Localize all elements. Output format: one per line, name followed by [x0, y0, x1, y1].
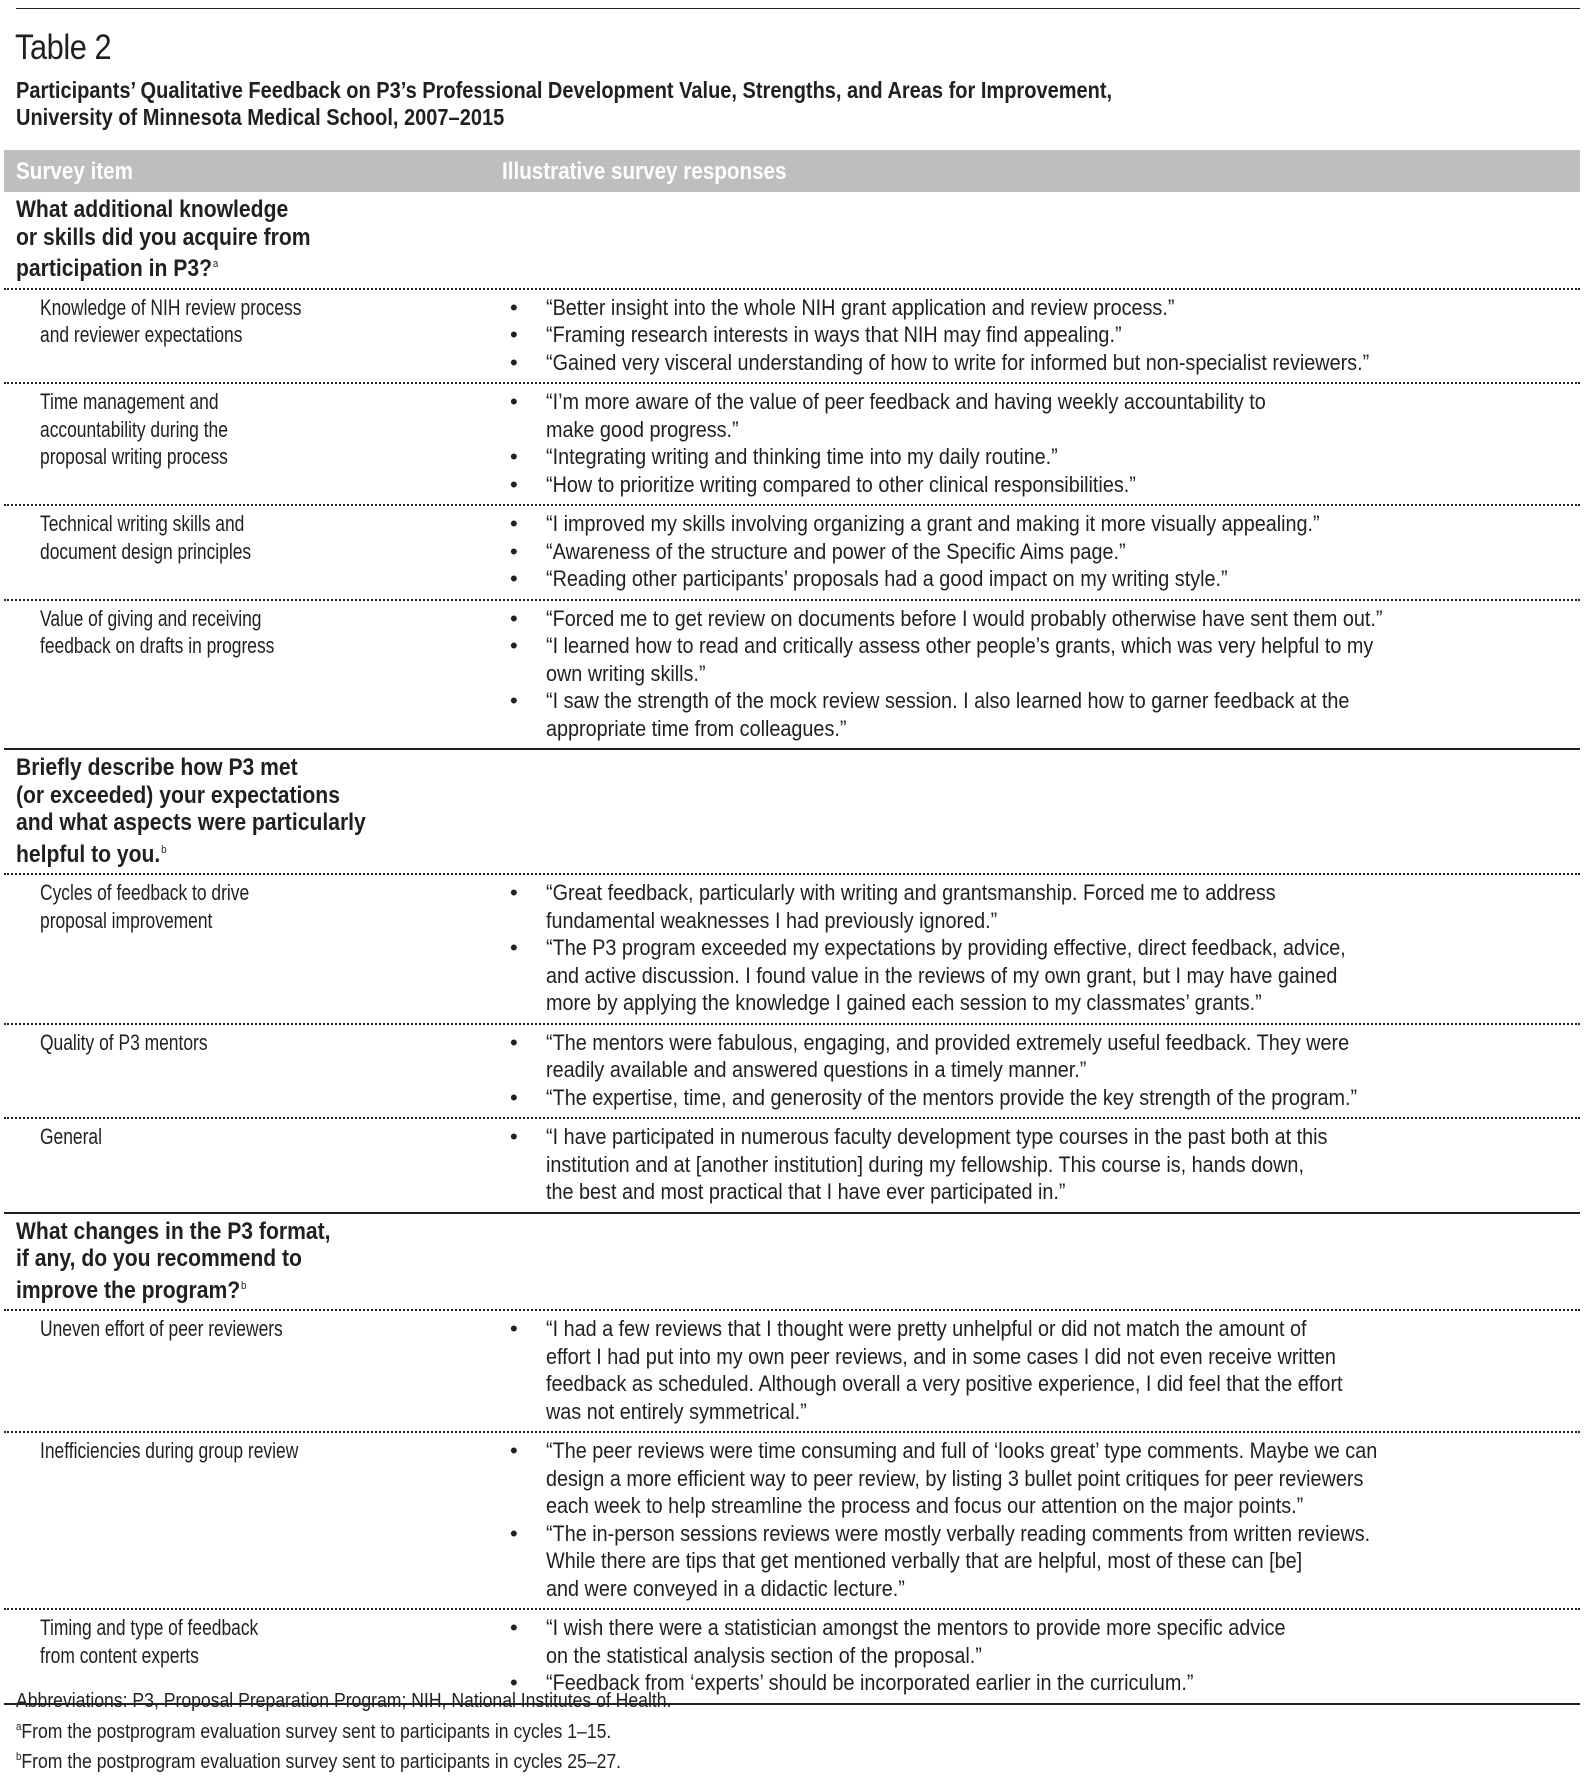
table-notes — [16, 1689, 761, 1776]
response-item — [510, 471, 1594, 499]
response-item — [510, 1029, 1594, 1084]
survey-item-line: Time management and — [40, 389, 219, 414]
survey-item-line: General — [40, 1124, 102, 1149]
question-footnote-mark: b — [161, 843, 167, 856]
response-text — [546, 538, 1576, 566]
response-line: “Better insight into the whole NIH grant application and review process.” — [546, 294, 1175, 320]
survey-item-text — [40, 1614, 454, 1669]
response-item — [510, 388, 1594, 443]
survey-item-line: Uneven effort of peer reviewers — [40, 1316, 283, 1341]
response-item — [510, 1123, 1594, 1206]
response-item — [510, 632, 1594, 687]
survey-item-line: from content experts — [40, 1642, 199, 1668]
response-text — [546, 1084, 1576, 1112]
response-item — [510, 1520, 1594, 1603]
response-line: “The expertise, time, and generosity of the mentors provide the key strength of the program.” — [546, 1084, 1358, 1110]
table-body — [4, 192, 1580, 1705]
response-line: “Gained very visceral understanding of how to write for informed but non-specialist reviewers.” — [546, 349, 1370, 375]
response-line: more by applying the knowledge I gained each session to my classmates’ grants.” — [546, 990, 1262, 1015]
response-line: each week to help streamline the process and focus our attention on the major points.” — [546, 1493, 1304, 1518]
question-line: if any, do you recommend to — [16, 1245, 302, 1272]
response-line: fundamental weaknesses I had previously ignored.” — [546, 907, 998, 933]
table-row — [4, 1309, 1580, 1431]
footnote-b-mark: b — [16, 1751, 22, 1763]
footnote-a — [16, 1715, 671, 1746]
survey-item-text — [40, 388, 454, 471]
table-row — [4, 382, 1580, 504]
response-list — [510, 388, 1594, 498]
survey-item-line: feedback on drafts in progress — [40, 633, 275, 658]
response-list — [510, 510, 1594, 593]
survey-item-cell — [4, 1029, 510, 1112]
table-row — [4, 1023, 1580, 1118]
bullet-icon: • — [510, 538, 518, 564]
column-header-responses: Illustrative survey responses — [502, 158, 787, 185]
response-text — [546, 510, 1576, 538]
response-line: make good progress.” — [546, 416, 739, 442]
response-item — [510, 294, 1594, 322]
response-line: “How to prioritize writing compared to other clinical responsibilities.” — [546, 471, 1136, 497]
response-text — [546, 294, 1576, 322]
response-line: institution and at [another institution] during my fellowship. This course is, hands down, — [546, 1151, 1304, 1177]
survey-item-text — [40, 879, 454, 934]
survey-item-cell — [4, 1614, 510, 1697]
response-line: readily available and answered questions in a timely manner.” — [546, 1057, 1087, 1082]
survey-item-text — [40, 605, 454, 660]
survey-item-text — [40, 1029, 454, 1057]
question-line: or skills did you acquire from — [16, 223, 311, 251]
response-list — [510, 605, 1594, 743]
table-title-line-1: Participants’ Qualitative Feedback on P3’s Professional Development Value, Strengths, and Areas for Improvement, — [16, 77, 1113, 103]
survey-item-text — [40, 510, 454, 565]
response-text — [546, 349, 1576, 377]
survey-item-cell — [4, 510, 510, 593]
response-text — [546, 388, 1576, 443]
response-item — [510, 1614, 1594, 1669]
bullet-icon: • — [510, 349, 518, 375]
table-header — [4, 150, 1580, 192]
response-item — [510, 934, 1594, 1017]
survey-item-line: proposal writing process — [40, 444, 228, 469]
survey-item-line: Timing and type of feedback — [40, 1615, 259, 1640]
response-list — [510, 1437, 1594, 1602]
response-text — [546, 471, 1576, 499]
survey-item-line: document design principles — [40, 538, 252, 564]
response-text — [546, 687, 1576, 742]
response-text — [546, 321, 1576, 349]
response-item — [510, 1315, 1594, 1425]
response-line: the best and most practical that I have ever participated in.” — [546, 1179, 1066, 1204]
response-line: feedback as scheduled. Although overall a very positive experience, I did feel that the effort — [546, 1371, 1343, 1396]
response-line: “The in-person sessions reviews were mostly verbally reading comments from written reviews. — [546, 1520, 1371, 1546]
question-line: Briefly describe how P3 met — [16, 754, 298, 781]
bullet-icon: • — [510, 1124, 518, 1149]
response-item — [510, 1084, 1594, 1112]
section-question — [4, 748, 1580, 873]
table-row — [4, 1431, 1580, 1608]
table-row — [4, 504, 1580, 599]
bullet-icon: • — [510, 1615, 518, 1640]
response-item — [510, 321, 1594, 349]
response-text — [546, 605, 1576, 633]
response-line: was not entirely symmetrical.” — [546, 1398, 807, 1424]
table-row — [4, 288, 1580, 383]
question-line: What additional knowledge — [16, 196, 289, 223]
response-line: “I had a few reviews that I thought were pretty unhelpful or did not match the amount of — [546, 1316, 1307, 1341]
question-text — [16, 1218, 474, 1305]
bullet-icon: • — [510, 633, 518, 658]
response-list — [510, 1614, 1594, 1697]
response-line: “Framing research interests in ways that NIH may find appealing.” — [546, 322, 1122, 347]
survey-item-text — [40, 1437, 454, 1465]
response-list — [510, 1315, 1594, 1425]
table-row — [4, 599, 1580, 749]
column-header-survey-item: Survey item — [16, 158, 134, 185]
bullet-icon: • — [510, 566, 518, 591]
table-title-line-2: University of Minnesota Medical School, 2007–2015 — [16, 104, 505, 130]
response-line: on the statistical analysis section of the proposal.” — [546, 1642, 982, 1668]
response-text — [546, 565, 1576, 593]
response-text — [546, 1315, 1576, 1425]
question-line: What changes in the P3 format, — [16, 1217, 331, 1245]
survey-item-line: and reviewer expectations — [40, 322, 243, 347]
survey-item-cell — [4, 294, 510, 377]
response-line: own writing skills.” — [546, 660, 706, 686]
response-line: “Feedback from ‘experts’ should be incorporated earlier in the curriculum.” — [546, 1670, 1194, 1695]
response-item — [510, 565, 1594, 593]
table-row — [4, 873, 1580, 1023]
response-line: “I wish there were a statistician amongst the mentors to provide more specific advice — [546, 1615, 1286, 1640]
table-label: Table 2 — [15, 28, 112, 67]
question-text — [16, 754, 474, 868]
question-line: improve the program? — [16, 1276, 241, 1304]
section-question — [4, 1212, 1580, 1310]
response-line: and were conveyed in a didactic lecture.” — [546, 1575, 905, 1601]
bullet-icon: • — [510, 511, 518, 536]
survey-item-line: Technical writing skills and — [40, 511, 245, 536]
question-footnote-mark: a — [212, 258, 219, 270]
response-item — [510, 443, 1594, 471]
survey-item-text — [40, 1315, 454, 1343]
question-text — [16, 196, 474, 283]
response-list — [510, 1123, 1594, 1206]
bullet-icon: • — [510, 1084, 518, 1110]
question-line: and what aspects were particularly — [16, 809, 366, 836]
survey-item-line: Value of giving and receiving — [40, 605, 262, 631]
response-text — [546, 934, 1576, 1017]
response-list — [510, 294, 1594, 377]
response-line: “I’m more aware of the value of peer feedback and having weekly accountability to — [546, 389, 1266, 414]
bullet-icon: • — [510, 1520, 518, 1546]
survey-item-line: Knowledge of NIH review process — [40, 294, 302, 320]
response-text — [546, 443, 1576, 471]
response-item — [510, 687, 1594, 742]
response-line: “I learned how to read and critically assess other people’s grants, which was very helpful to my — [546, 633, 1374, 658]
bullet-icon: • — [510, 935, 518, 960]
survey-item-cell — [4, 1437, 510, 1602]
response-item — [510, 538, 1594, 566]
survey-item-cell — [4, 1315, 510, 1425]
footnote-b — [16, 1745, 671, 1776]
response-line: While there are tips that get mentioned verbally that are helpful, most of these can [be] — [546, 1548, 1303, 1573]
bullet-icon: • — [510, 880, 518, 905]
footnote-a-text: From the postprogram evaluation survey sent to participants in cycles 1–15. — [21, 1720, 612, 1743]
footnote-a-mark: a — [16, 1720, 22, 1733]
question-footnote-mark: b — [241, 1279, 247, 1292]
response-line: “I have participated in numerous faculty development type courses in the past both at this — [546, 1124, 1328, 1149]
bullet-icon: • — [510, 1029, 518, 1055]
abbreviations-note: Abbreviations: P3, Proposal Preparation Program; NIH, National Institutes of Health. — [16, 1690, 672, 1712]
survey-item-text — [40, 1123, 454, 1151]
bullet-icon: • — [510, 605, 518, 631]
survey-item-cell — [4, 1123, 510, 1206]
response-line: “Reading other participants’ proposals had a good impact on my writing style.” — [546, 566, 1228, 591]
response-line: “The P3 program exceeded my expectations by providing effective, direct feedback, advice, — [546, 935, 1346, 960]
response-line: “The peer reviews were time consuming and full of ‘looks great’ type comments. Maybe we can — [546, 1438, 1378, 1463]
response-item — [510, 605, 1594, 633]
survey-item-line: accountability during the — [40, 416, 228, 442]
question-line: helpful to you. — [16, 840, 161, 868]
response-item — [510, 879, 1594, 934]
response-item — [510, 1437, 1594, 1520]
response-text — [546, 879, 1576, 934]
table-row — [4, 1117, 1580, 1212]
response-list — [510, 1029, 1594, 1112]
response-list — [510, 879, 1594, 1017]
response-text — [546, 1123, 1576, 1206]
response-line: “Great feedback, particularly with writing and grantsmanship. Forced me to address — [546, 880, 1276, 905]
response-text — [546, 1614, 1576, 1669]
response-line: and active discussion. I found value in the reviews of my own grant, but I may have gained — [546, 962, 1338, 988]
bullet-icon: • — [510, 688, 518, 713]
bullet-icon: • — [510, 294, 518, 320]
survey-item-line: proposal improvement — [40, 907, 213, 933]
section-question — [4, 192, 1580, 288]
bullet-icon: • — [510, 1438, 518, 1463]
response-line: design a more efficient way to peer review, by listing 3 bullet point critiques for peer reviewers — [546, 1465, 1364, 1491]
response-line: “I saw the strength of the mock review session. I also learned how to garner feedback at the — [546, 688, 1350, 713]
survey-item-line: Cycles of feedback to drive — [40, 880, 250, 905]
response-text — [546, 632, 1576, 687]
survey-item-line: Inefficiencies during group review — [40, 1438, 299, 1463]
response-text — [546, 1520, 1576, 1603]
survey-item-cell — [4, 879, 510, 1017]
survey-item-cell — [4, 388, 510, 498]
survey-item-line: Quality of P3 mentors — [40, 1029, 208, 1055]
bullet-icon: • — [510, 322, 518, 347]
response-item — [510, 349, 1594, 377]
response-line: “Integrating writing and thinking time into my daily routine.” — [546, 444, 1058, 469]
bullet-icon: • — [510, 444, 518, 469]
question-line: participation in P3? — [16, 255, 212, 282]
survey-item-cell — [4, 605, 510, 743]
response-line: appropriate time from colleagues.” — [546, 715, 847, 741]
table-title — [16, 77, 1408, 131]
response-line: “Awareness of the structure and power of the Specific Aims page.” — [546, 538, 1126, 564]
response-text — [546, 1437, 1576, 1520]
response-line: “Forced me to get review on documents before I would probably otherwise have sent them out.” — [546, 605, 1383, 631]
bullet-icon: • — [510, 1670, 518, 1695]
response-line: “I improved my skills involving organizing a grant and making it more visually appealing.” — [546, 511, 1320, 536]
response-text — [546, 1029, 1576, 1084]
response-item — [510, 510, 1594, 538]
survey-item-text — [40, 294, 454, 349]
bullet-icon: • — [510, 1316, 518, 1341]
footnote-b-text: From the postprogram evaluation survey sent to participants in cycles 25–27. — [21, 1751, 622, 1773]
bullet-icon: • — [510, 471, 518, 497]
question-line: (or exceeded) your expectations — [16, 781, 340, 809]
response-line: “The mentors were fabulous, engaging, and provided extremely useful feedback. They were — [546, 1029, 1350, 1055]
bullet-icon: • — [510, 389, 518, 414]
response-line: effort I had put into my own peer reviews, and in some cases I did not even receive written — [546, 1343, 1336, 1369]
feedback-table — [4, 150, 1580, 1705]
top-rule — [16, 8, 1580, 9]
